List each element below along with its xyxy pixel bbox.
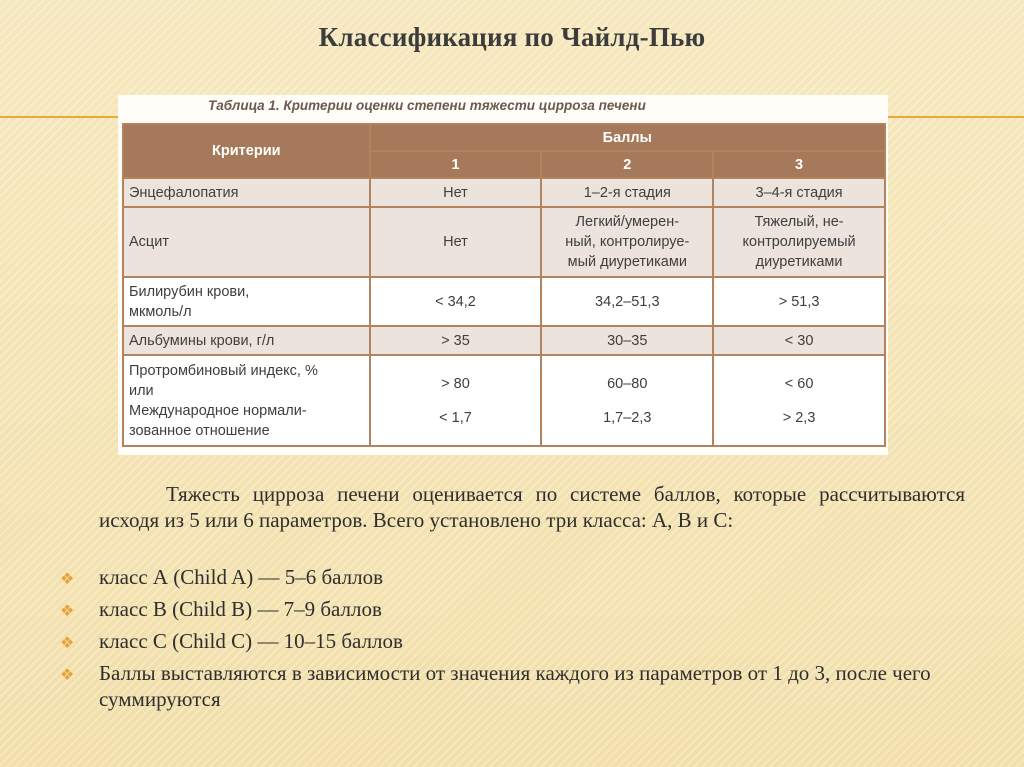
diamond-bullet-icon: ❖ [60, 665, 75, 684]
score-2-line: Легкий/умерен- [575, 214, 680, 230]
table-row-albumin [123, 326, 885, 355]
diamond-bullet-icon: ❖ [60, 569, 75, 588]
list-item [60, 660, 966, 712]
score-3-line: Тяжелый, не- [754, 214, 844, 230]
score-2-cell: 34,2–51,3 [541, 277, 713, 326]
score-2-line: мый диуретиками [567, 254, 687, 270]
score-1-cell: < 34,2 [370, 277, 542, 326]
criterion-line: Международное нормали- [129, 402, 307, 419]
score-3-cell: > 51,3 [713, 277, 885, 326]
header-points: Баллы [370, 124, 885, 151]
header-points-2: 2 [541, 151, 713, 178]
header-points-3: 3 [713, 151, 885, 178]
header-points-1: 1 [370, 151, 542, 178]
score-2-cell: 30–35 [541, 326, 713, 355]
score-2-cell [541, 207, 713, 277]
list-item-text: Баллы выставляются в зависимости от значения каждого из параметров от 1 до 3, после чего суммируются [99, 661, 931, 711]
score-1-cell: Нет [370, 207, 542, 277]
table-caption: Таблица 1. Критерии оценки степени тяжести цирроза печени [208, 98, 646, 113]
table-row-ascites [123, 207, 885, 277]
criteria-table-figure [118, 95, 888, 455]
header-criteria: Критерии [123, 124, 370, 178]
score-1-cell [370, 355, 542, 446]
list-item [60, 564, 966, 590]
list-item-text: класс А (Child A) — 5–6 баллов [99, 565, 384, 589]
table-row-encephalopathy [123, 178, 885, 207]
score-3-line: диуретиками [755, 254, 843, 270]
accent-line-right [888, 116, 1024, 118]
score-3-line: < 60 [784, 375, 814, 392]
score-3-cell [713, 355, 885, 446]
score-3-cell [713, 207, 885, 277]
bullet-list [60, 564, 966, 718]
score-3-line: контролируемый [742, 234, 856, 250]
score-3-line: > 2,3 [782, 409, 816, 426]
score-2-line: 1,7–2,3 [603, 409, 652, 426]
score-2-cell [541, 355, 713, 446]
criterion-cell: Асцит [123, 207, 370, 277]
score-2-line: 60–80 [607, 375, 648, 392]
criterion-cell [123, 355, 370, 446]
accent-line-left [0, 116, 120, 118]
intro-paragraph: Тяжесть цирроза печени оценивается по системе баллов, которые рассчитываются исходя из 5 или 6 параметров. Всего установлено три класса: А, В и С: [99, 482, 965, 532]
table-row-prothrombin [123, 355, 885, 446]
criterion-line: Билирубин крови, [129, 283, 250, 300]
list-item-text: класс В (Child В) — 7–9 баллов [99, 597, 382, 621]
score-2-line: ный, контролируе- [565, 234, 690, 250]
diamond-bullet-icon: ❖ [60, 633, 75, 652]
list-item-text: класс С (Child С) — 10–15 баллов [99, 629, 403, 653]
diamond-bullet-icon: ❖ [60, 601, 75, 620]
list-item [60, 596, 966, 622]
score-2-cell: 1–2-я стадия [541, 178, 713, 207]
criterion-line: мкмоль/л [129, 303, 192, 320]
score-1-line: < 1,7 [439, 409, 472, 426]
score-1-line: > 80 [441, 375, 470, 392]
score-3-cell: 3–4-я стадия [713, 178, 885, 207]
criterion-cell: Энцефалопатия [123, 178, 370, 207]
criterion-cell: Альбумины крови, г/л [123, 326, 370, 355]
score-1-cell: > 35 [370, 326, 542, 355]
table-row-bilirubin [123, 277, 885, 326]
list-item [60, 628, 966, 654]
score-3-cell: < 30 [713, 326, 885, 355]
slide-title: Классификация по Чайлд-Пью [318, 22, 706, 52]
criterion-line: зованное отношение [129, 422, 270, 439]
criterion-line: Протромбиновый индекс, % [129, 362, 318, 379]
criterion-cell [123, 277, 370, 326]
criteria-table [122, 123, 886, 447]
score-1-cell: Нет [370, 178, 542, 207]
criterion-line: или [129, 382, 154, 399]
